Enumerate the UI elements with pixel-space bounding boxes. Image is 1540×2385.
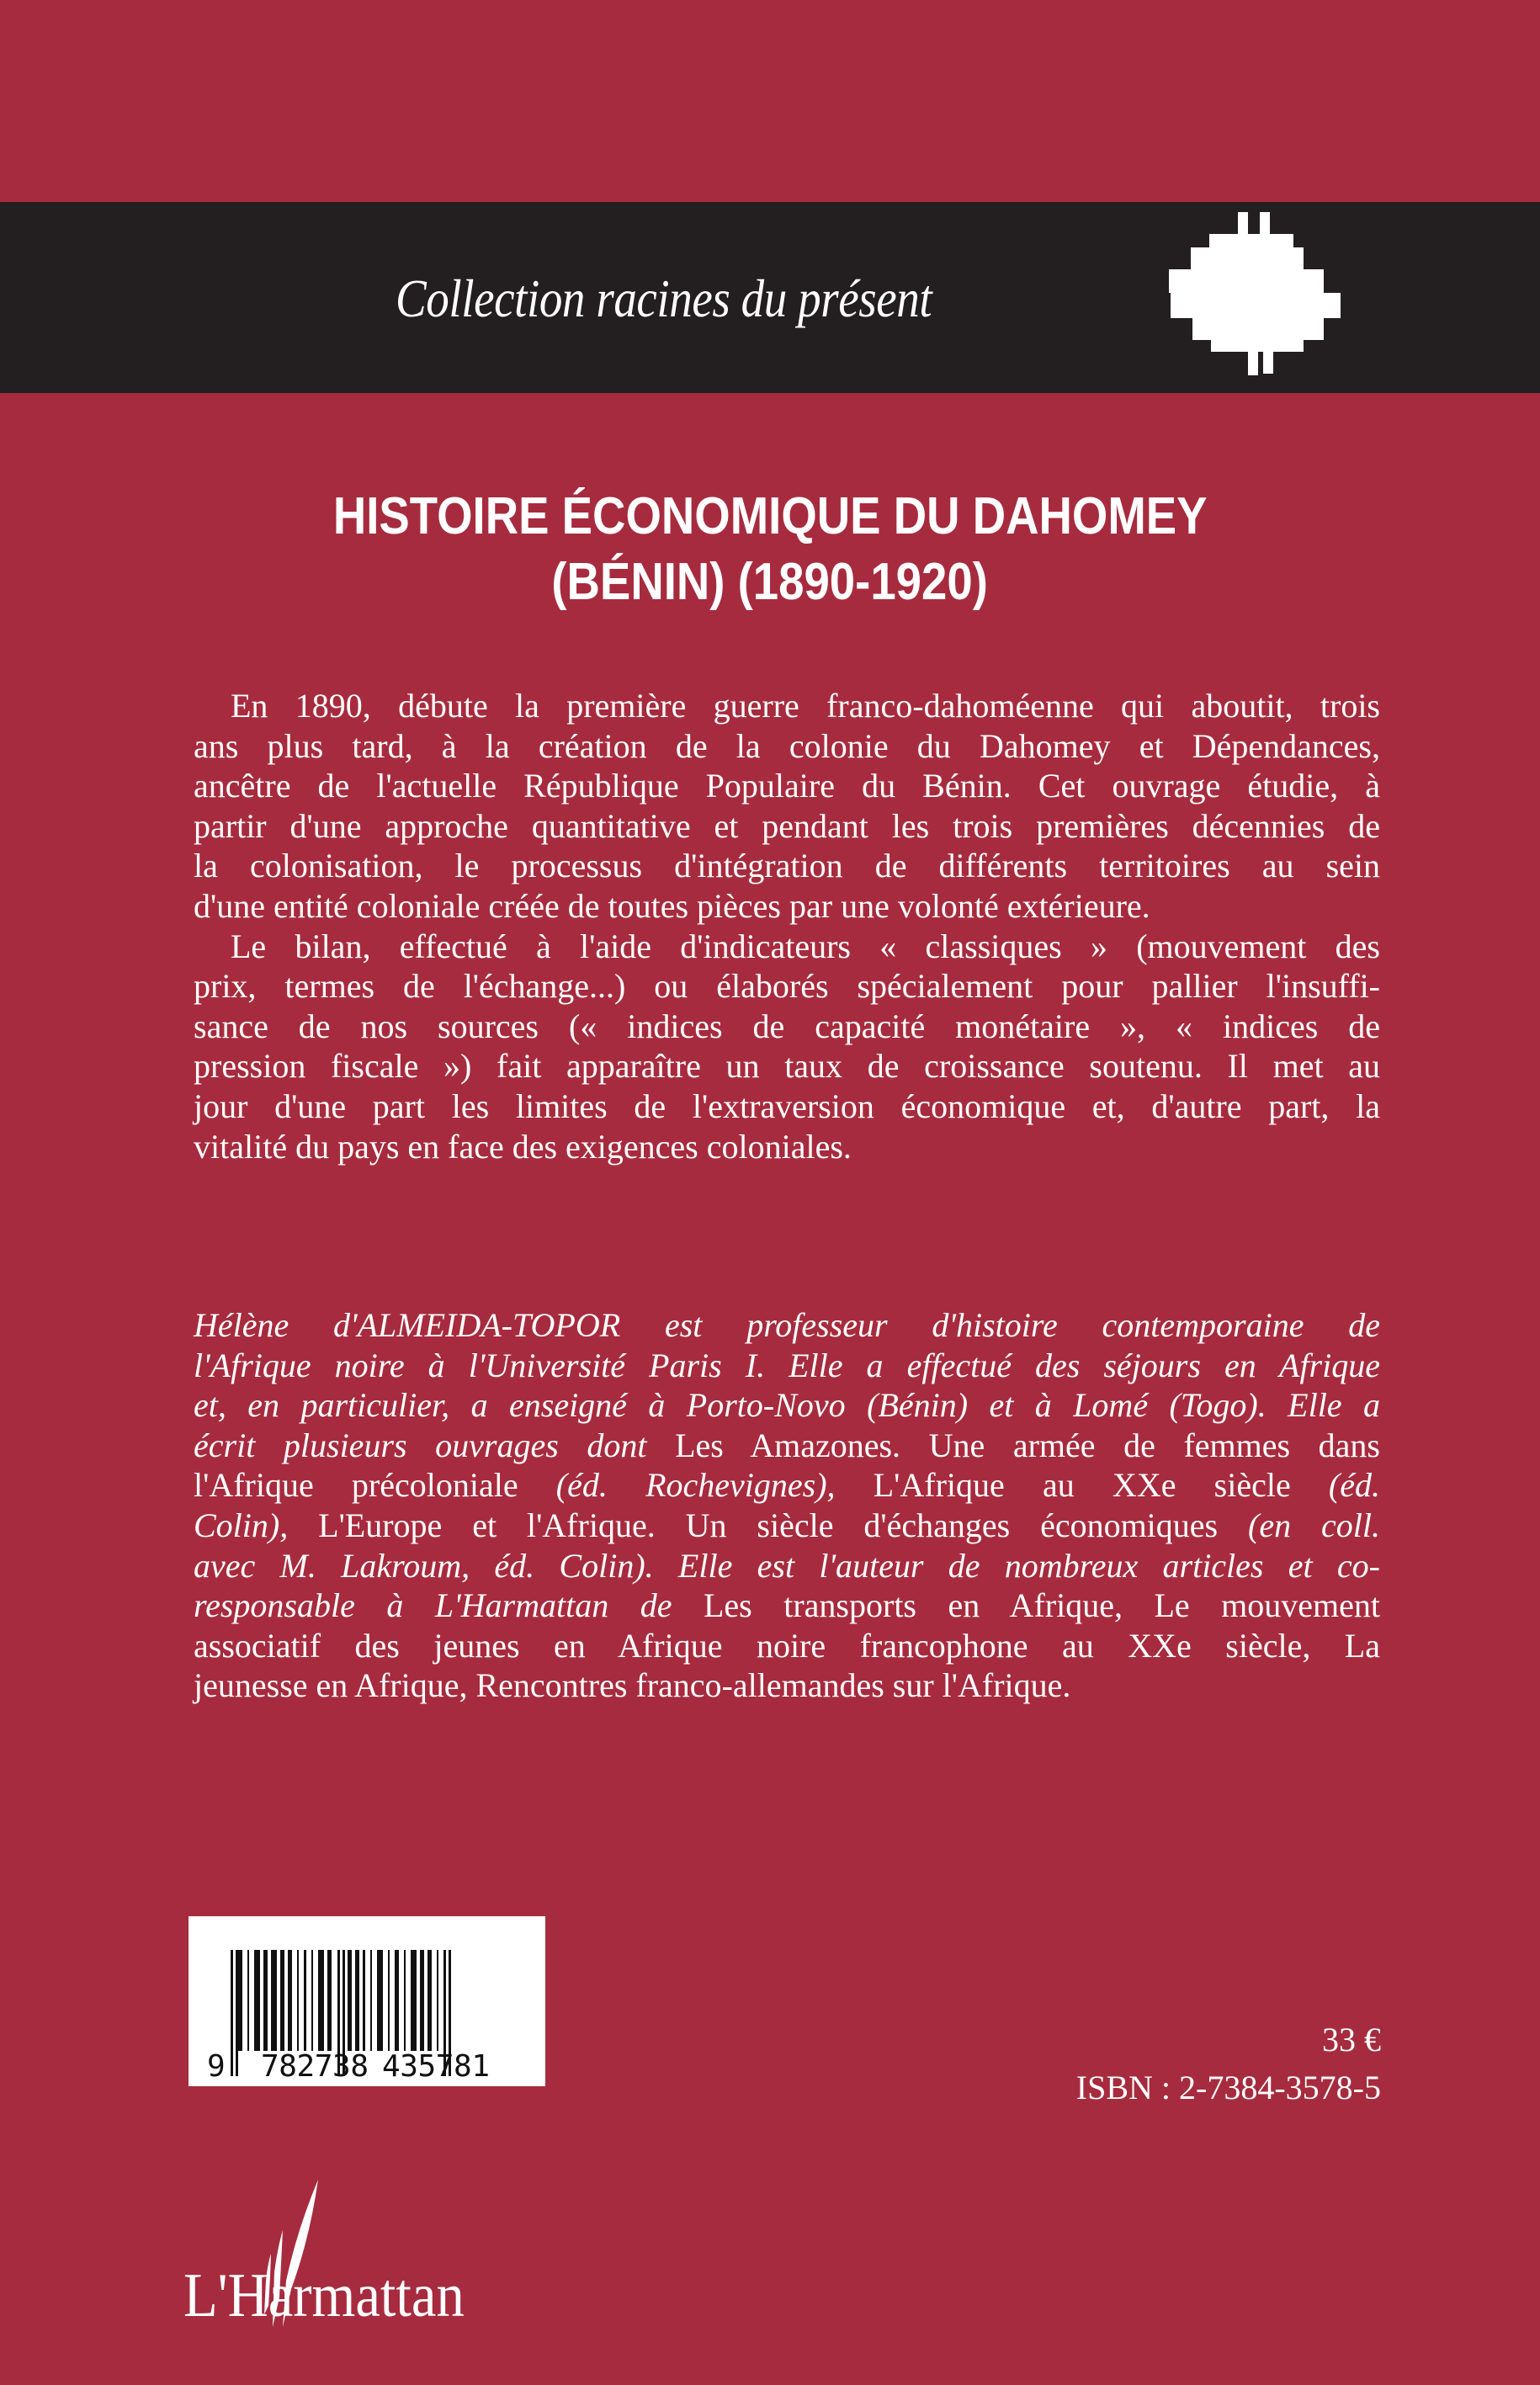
bio-segment: jeunesse en Afrique, Rencontres franco-allemandes sur l'Afrique. (194, 1666, 1071, 1705)
barcode-bar (297, 1950, 299, 2051)
bio-segment: associatif des jeunes en Afrique noire francophone au XXe siècle, La (194, 1626, 1380, 1665)
summary-line: vitalité du pays en face des exigences coloniales. (194, 1127, 852, 1166)
summary-line: Le bilan, effectué à l'aide d'indicateurs « classiques » (mouvement des (231, 927, 1380, 965)
isbn: ISBN : 2-7384-3578-5 (1075, 2069, 1381, 2106)
bio-segment: Hélène d'ALMEIDA-TOPOR est professeur d'histoire contemporaine de (194, 1306, 1380, 1344)
bio-line (194, 1426, 1380, 1466)
barcode-bar (247, 1950, 249, 2051)
barcode-guard-bar (231, 1950, 233, 2076)
bio-segment: Colin), (194, 1506, 289, 1544)
barcode-bar (363, 1950, 365, 2051)
bio-segment: Les transports en Afrique, Le mouvement (703, 1586, 1380, 1625)
bio-segment: Les Amazones. Une armée de femmes dans (675, 1426, 1380, 1464)
bio-segment: l'Afrique précoloniale (194, 1466, 556, 1505)
bio-segment: (éd. (1328, 1466, 1380, 1505)
bio-segment: (en coll. (1248, 1506, 1380, 1544)
barcode-digits: 782738 (261, 2049, 369, 2084)
summary-line: pression fiscale ») fait apparaître un taux de croissance soutenu. Il met au (194, 1047, 1380, 1086)
barcode-guard-bar (236, 1950, 238, 2076)
bio-line (194, 1586, 1380, 1626)
bio-segment: L'Europe et l'Afrique. Un siècle d'échanges économiques (288, 1506, 1249, 1544)
bio-segment: (éd. Rochevignes), (555, 1466, 836, 1505)
summary-line: la colonisation, le processus d'intégration de différents territoires au sein (194, 847, 1380, 885)
barcode-bar (271, 1950, 277, 2051)
stepped-diamond-emblem-icon (1144, 212, 1393, 375)
bio-segment: l'Afrique noire à l'Université Paris I. Elle a effectué des séjours en Afrique (194, 1346, 1380, 1384)
barcode-bar (280, 1950, 284, 2051)
summary-line: d'une entité coloniale créée de toutes pièces par une volonté extérieure. (194, 886, 1150, 925)
barcode-bar (427, 1950, 432, 2051)
summary-line: prix, termes de l'échange...) ou élaborés spécialement pour pallier l'insuffi- (194, 967, 1380, 1006)
bio-line (194, 1385, 1380, 1426)
title-text: (BÉNIN) (1890-1920) (551, 553, 989, 611)
summary-line: jour d'une part les limites de l'extraversion économique et, d'autre part, la (194, 1086, 1380, 1125)
barcode-bar (420, 1950, 424, 2051)
barcode-bar (388, 1950, 390, 2051)
bio-segment: avec M. Lakroum, éd. Colin). Elle est l'auteur de nombreux articles et co- (194, 1546, 1380, 1585)
barcode-bar (327, 1950, 332, 2051)
barcode-digits: 9 (207, 2049, 226, 2084)
barcode-bar (348, 1950, 352, 2051)
summary-text (194, 686, 1380, 1166)
barcode-bar (370, 1950, 372, 2051)
barcode-bar (318, 1950, 324, 2051)
barcode-bar (355, 1950, 359, 2051)
summary-line: ancêtre de l'actuelle République Populaire du Bénin. Cet ouvrage étudie, à (194, 767, 1380, 805)
bio-segment: L'Afrique au XXe siècle (835, 1466, 1329, 1505)
title-text: HISTOIRE ÉCONOMIQUE DU DAHOMEY (332, 487, 1208, 545)
book-title-line-1 (0, 486, 1540, 547)
barcode-bar (377, 1950, 383, 2051)
summary-line: ans plus tard, à la création de la colonie du Dahomey et Dépendances, (194, 726, 1380, 765)
barcode-bars (189, 1916, 545, 2086)
barcode-bar (263, 1950, 268, 2051)
barcode-bar (288, 1950, 292, 2051)
barcode-bar (404, 1950, 406, 2051)
bio-line (194, 1546, 1380, 1586)
barcode-digits: 435781 (382, 2049, 490, 2084)
barcode-bar (311, 1950, 313, 2051)
price: 33 € (1322, 2021, 1381, 2058)
barcode-bar (304, 1950, 306, 2051)
summary-line: partir d'une approche quantitative et pendant les trois premières décennies de (194, 806, 1380, 845)
publisher-logo (183, 2180, 512, 2330)
bio-line (194, 1465, 1380, 1506)
bio-segment: responsable à L'Harmattan de (194, 1586, 704, 1625)
barcode-bar (437, 1950, 438, 2051)
summary-line: sance de nos sources (« indices de capacité monétaire », « indices de (194, 1007, 1380, 1045)
author-bio (194, 1305, 1380, 1706)
bio-segment: et, en particulier, a enseigné à Porto-Novo (Bénin) et à Lomé (Togo). Elle a (194, 1386, 1380, 1425)
collection-name: Collection racines du présent (396, 268, 932, 328)
bio-line (194, 1305, 1380, 1346)
barcode-bar (411, 1950, 417, 2051)
barcode-bar (395, 1950, 399, 2051)
summary-line: En 1890, débute la première guerre franco-dahoméenne qui aboutit, trois (231, 687, 1380, 725)
bio-line (194, 1346, 1380, 1386)
bio-line (194, 1506, 1380, 1546)
publisher-name: L'Harmattan (183, 2261, 465, 2330)
bio-segment: écrit plusieurs ouvrages dont (194, 1426, 676, 1464)
isbn-barcode (189, 1916, 545, 2086)
book-title-line-2 (0, 552, 1540, 613)
barcode-bar (254, 1950, 260, 2051)
bio-line (194, 1626, 1380, 1666)
barcode-bar (238, 1950, 242, 2051)
bio-line (194, 1665, 1380, 1706)
